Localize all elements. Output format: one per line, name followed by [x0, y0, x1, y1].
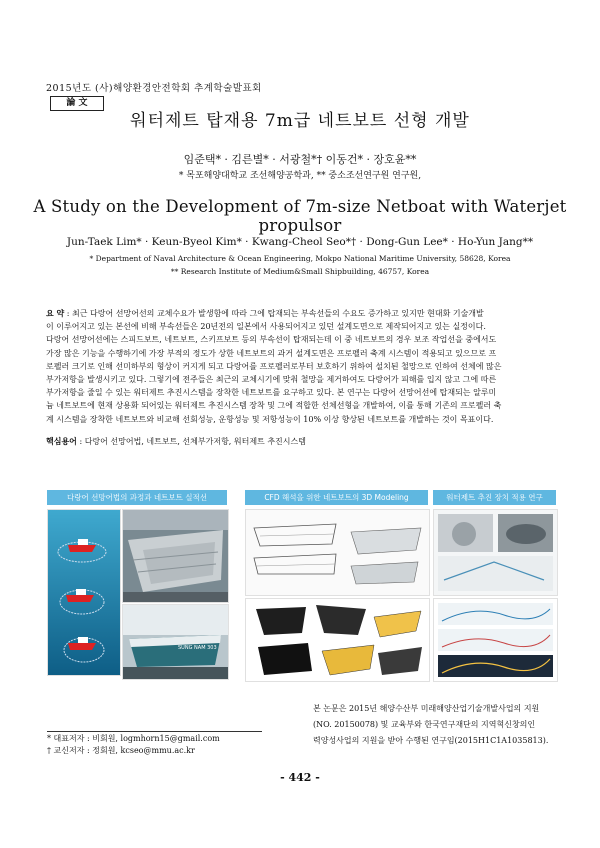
hull-lines-drawing — [245, 509, 430, 596]
funding-line: 본 논문은 2015년 해양수산부 미래해양산업기술개발사업의 지원 — [313, 704, 540, 713]
funding-line: 력양성사업의 지원을 받아 수행된 연구임(2015H1C1A1035813). — [313, 736, 549, 745]
abstract-line: 계 시스템을 장착한 네트보트와 비교해 선회성능, 운항성능 및 저항성능이 10% 이상 향상된 네트보트를 개발하는 것이 목표이다. — [46, 414, 494, 424]
panel3-title: 워터제트 추진 장치 적용 연구 — [433, 490, 556, 505]
funding-line: (NO. 20150078) 및 교육부와 한국연구재단의 지역혁신창의인 — [313, 720, 536, 729]
conference-name: 2015년도 (사)해양환경안전학회 추계학술발표회 — [46, 83, 262, 94]
authors-english: Jun-Taek Lim* · Keun-Byeol Kim* · Kwang-Cheol Seo*† · Dong-Gun Lee* · Ho-Yun Jang** — [66, 236, 534, 248]
page-number: - 442 - — [280, 771, 320, 784]
abstract-line: 부가저항을 줄일 수 있는 워터제트 추진시스템을 장착한 네트보트를 요구하고 있다. 본 연구는 다랑어 선망어선에 탑재되는 알루미 — [46, 388, 497, 398]
footnote-first-author: * 대표저자 : 비회원, logmhorn15@gmail.com — [47, 734, 220, 743]
keywords-label: 핵심용어 — [46, 436, 77, 446]
netboat-photo — [122, 604, 229, 680]
3d-hull-model — [245, 598, 430, 682]
authors-korean: 임준택* · 김른별* · 서광철*† 이동건* · 장호윤** — [183, 153, 417, 166]
abstract — [46, 307, 554, 426]
waterjet-photos — [433, 509, 558, 596]
funding-note — [313, 701, 563, 749]
keywords — [46, 436, 554, 447]
hull-photo — [122, 509, 229, 603]
abstract-line: 요 약 : 최근 다랑어 선망어선의 교체수요가 발생함에 따라 그에 탑재되는 부속선들의 수요도 증가하고 있지만 현대화 기술개발 — [46, 308, 484, 318]
title-korean: 워터제트 탑재용 7m급 네트보트 선형 개발 — [130, 111, 470, 131]
title-english: A Study on the Development of 7m-size Netboat with Waterjet propulsor — [33, 197, 567, 235]
waterjet-analysis-charts — [433, 598, 558, 682]
panel1-title: 다랑어 선망어법의 과정과 네트보트 실적선 — [47, 490, 227, 505]
article-type-badge: 論 文 — [50, 96, 104, 111]
abstract-line: 부가저항을 발생시키고 있다. 그렇기에 전주들은 최근의 교체시기에 맞춰 철망을 제거하여도 다랑어가 피해를 입지 않고 그에 따른 — [46, 375, 497, 385]
affiliation-korean: * 목포해양대학교 조선해양공학과, ** 중소조선연구원 연구원, — [178, 171, 422, 181]
footnote-rule — [47, 731, 262, 732]
figure — [47, 490, 556, 690]
affiliation-english-2: ** Research Institute of Medium&Small Shipbuilding, 46757, Korea — [170, 267, 430, 276]
abstract-line: 늄 네트보트에 현재 상용화 되어있는 워터제트 추진시스템 장착 및 그에 적합한 선체선형을 개발하여, 이를 통해 기존의 프로펠러 축 — [46, 401, 502, 411]
boat-name-label: SUNG NAM 303 — [178, 645, 217, 651]
footnote-corresponding-author: † 교신저자 : 정회원, kcseo@mmu.ac.kr — [47, 746, 195, 755]
purse-seine-illustration — [47, 509, 121, 676]
panel2-title: CFD 해석을 위한 네트보트의 3D Modeling — [245, 490, 428, 505]
abstract-line: 이 이루어지고 있는 본선에 비해 부속선들은 20년전의 일본에서 사용되어지고 있던 설계도면으로 제작되어지고 있는 실정이다. — [46, 322, 486, 332]
affiliation-english-1: * Department of Naval Architecture & Ocean Engineering, Mokpo National Maritime University, 58628, Korea — [89, 254, 511, 263]
abstract-label: 요 약 — [46, 308, 65, 318]
keywords-text: : 다랑어 선망어법, 네트보트, 선체부가저항, 워터제트 추진시스템 — [76, 437, 306, 446]
abstract-line: 가장 많은 기능을 수행하기에 가장 부적의 정도가 상한 네트보트의 과거 설계도면은 프로펠러 축계 시스템이 적용되고 있으므로 프 — [46, 348, 497, 358]
abstract-line: 로펠러 크기로 인해 선미하부의 형상이 커지게 되고 다랑어를 프로펠러로부터 보호하기 위하여 설치된 철망으로 인하여 선체에 많은 — [46, 361, 502, 371]
abstract-line: 다랑어 선망어선에는 스피드보트, 네트보트, 스키프보트 등의 부속선이 탑재되는데 이 중 네트보트의 경우 보조 작업선을 중에서도 — [46, 335, 497, 345]
